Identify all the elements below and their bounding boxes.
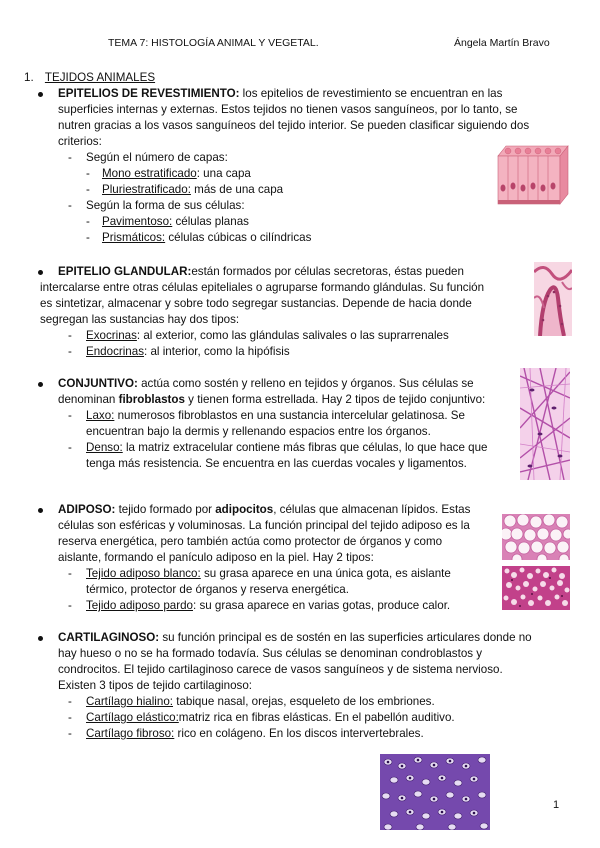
glandular-line1 xyxy=(58,264,464,279)
item-pavimentoso xyxy=(102,214,249,229)
item-exocrinas xyxy=(86,328,449,343)
section-heading xyxy=(24,70,155,85)
epitelio-rev-line4: criterios: xyxy=(58,135,102,148)
cartilaginoso-title: CARTILAGINOSO: xyxy=(58,631,160,644)
desc-denso: la matriz extracelular contiene más fibras que células, lo que hace que xyxy=(122,441,488,454)
desc-pav: células planas xyxy=(172,215,249,228)
adiposo-line1 xyxy=(58,502,470,517)
conjuntivo-text: denominan xyxy=(58,393,119,406)
item-denso xyxy=(86,440,488,455)
dash-icon: - xyxy=(68,727,72,740)
desc-pris: células cúbicas o cilíndricas xyxy=(165,231,312,244)
brown-adipose-micrograph-image xyxy=(502,566,570,610)
conjuntivo-line2 xyxy=(58,392,485,407)
cartilage-micrograph-image xyxy=(380,754,490,830)
glandular-line4: segregan las sustancias hay dos tipos: xyxy=(40,313,240,326)
glandular-line2: intercalarse entre otras células epiteliales o agruparse formando glándulas. Su función xyxy=(40,281,485,294)
desc-mono: : una capa xyxy=(196,167,251,180)
term-pardo: Tejido adiposo pardo xyxy=(86,599,193,612)
section-title: TEJIDOS ANIMALES xyxy=(44,71,156,84)
dash-icon: - xyxy=(68,199,72,212)
dash-icon: - xyxy=(68,329,72,342)
cartilaginoso-text: su función principal es de sostén en las superficies articulares donde no xyxy=(159,631,532,644)
dash-icon: - xyxy=(68,441,72,454)
laxo-line2: encuentran bajo la dermis y rellenando espacios entre los órganos. xyxy=(86,425,431,438)
desc-elastico: matriz rica en fibras elásticas. En el pabellón auditivo. xyxy=(178,711,455,724)
conjuntivo-title: CONJUNTIVO: xyxy=(58,377,138,390)
desc-pluri: más de una capa xyxy=(190,183,284,196)
desc-laxo: numerosos fibroblastos en una sustancia intercelular gelatinosa. Se xyxy=(114,409,465,422)
term-fibroso: Cartílago fibroso: xyxy=(86,727,175,740)
glandular-text: están formados por células secretoras, éstas pueden xyxy=(191,265,464,278)
item-pluri xyxy=(102,182,283,197)
adiposo-text: , células que almacenan lípidos. Estas xyxy=(273,503,471,516)
term-denso: Denso: xyxy=(86,441,123,454)
dash-icon: - xyxy=(68,711,72,724)
term-mono: Mono estratificado xyxy=(102,167,197,180)
dash-icon: - xyxy=(68,409,72,422)
criterio-forma: Según la forma de sus células: xyxy=(86,199,245,212)
item-prismaticos xyxy=(102,230,311,245)
epitelio-rev-line3: nutren gracias a los vasos sanguíneos del tejido interior. Se pueden clasificar siguiendo dos xyxy=(58,119,530,132)
conjuntivo-line1 xyxy=(58,376,474,391)
bullet-icon xyxy=(38,636,43,641)
bullet-icon xyxy=(38,270,43,275)
bullet-icon xyxy=(38,92,43,97)
desc-hialino: tabique nasal, orejas, esqueleto de los embriones. xyxy=(173,695,435,708)
cartilaginoso-line4: Existen 3 tipos de tejido cartilaginoso: xyxy=(58,679,252,692)
item-adiposo-pardo xyxy=(86,598,450,613)
term-pris: Prismáticos: xyxy=(102,231,166,244)
dash-icon: - xyxy=(86,167,90,180)
dash-icon: - xyxy=(68,695,72,708)
adiposo-line2: células son esféricas y voluminosas. La función principal del tejido adiposo es la xyxy=(58,519,470,532)
item-endocrinas xyxy=(86,344,290,359)
conjuntivo-text: actúa como sostén y relleno en tejidos y órganos. Sus células se xyxy=(137,377,474,390)
term-pav: Pavimentoso: xyxy=(102,215,173,228)
bullet-icon xyxy=(38,508,43,513)
term-adipocitos: adipocitos xyxy=(215,503,274,516)
adiposo-text: tejido formado por xyxy=(115,503,216,516)
glandular-micrograph-image xyxy=(534,262,572,336)
dash-icon: - xyxy=(68,151,72,164)
cartilaginoso-line3: condrocitos. El tejido cartilaginoso carece de vasos sanguíneos y de sistema nervioso. xyxy=(58,663,503,676)
term-endo: Endocrinas xyxy=(86,345,145,358)
desc-endo: : al interior, como la hipófisis xyxy=(144,345,290,358)
item-laxo xyxy=(86,408,465,423)
epitelio-rev-text: los epitelios de revestimiento se encuentran en las xyxy=(239,87,503,100)
white-adipose-micrograph-image xyxy=(502,514,570,560)
cartilaginoso-line1 xyxy=(58,630,532,645)
cartilaginoso-line2: hay hueso o no se ha formado todavía. Sus células se denominan condroblastos y xyxy=(58,647,483,660)
glandular-line3: es sintetizar, almacenar y sobre todo segregar sustancias. Depende de hacia donde xyxy=(40,297,472,310)
bullet-icon xyxy=(38,382,43,387)
term-pluri: Pluriestratificado: xyxy=(102,183,191,196)
adiposo-line4: aislante, formando el panículo adiposo en la piel. Hay 2 tipos: xyxy=(58,551,374,564)
desc-exo: : al exterior, como las glándulas salivales o las suprarrenales xyxy=(136,329,449,342)
term-laxo: Laxo: xyxy=(86,409,115,422)
item-hialino xyxy=(86,694,435,709)
denso-line2: tenga más resistencia. Se encuentra en las cuerdas vocales y ligamentos. xyxy=(86,457,467,470)
epithelium-block-image xyxy=(494,142,572,208)
epitelio-rev-title: EPITELIOS DE REVESTIMIENTO: xyxy=(58,87,240,100)
dash-icon: - xyxy=(68,567,72,580)
page-number: 1 xyxy=(553,799,560,811)
epitelio-rev-line1 xyxy=(58,86,502,101)
dash-icon: - xyxy=(68,599,72,612)
dash-icon: - xyxy=(86,231,90,244)
term-elastico: Cartílago elástico: xyxy=(86,711,179,724)
dash-icon: - xyxy=(68,345,72,358)
dash-icon: - xyxy=(86,183,90,196)
section-number: 1. xyxy=(24,71,34,84)
term-hialino: Cartílago hialino: xyxy=(86,695,174,708)
term-fibroblastos: fibroblastos xyxy=(118,393,185,406)
criterio-capas: Según el número de capas: xyxy=(86,151,228,164)
dash-icon: - xyxy=(86,215,90,228)
item-elastico xyxy=(86,710,455,725)
author-name: Ángela Martín Bravo xyxy=(454,37,550,49)
item-adiposo-blanco xyxy=(86,566,451,581)
adiposo-line3: reserva energética, pero también actúa como protector de órganos y como xyxy=(58,535,443,548)
item-mono xyxy=(102,166,251,181)
conjuntivo-text: y tienen forma estrellada. Hay 2 tipos de tejido conjuntivo: xyxy=(184,393,486,406)
epitelio-rev-line2: superficies internas y externas. Estos tejidos no tienen vasos sanguíneos, por lo tanto, se xyxy=(58,103,518,116)
adiposo-title: ADIPOSO: xyxy=(58,503,116,516)
blanco-line2: térmico, protector de órganos y reserva energética. xyxy=(86,583,349,596)
desc-pardo: : su grasa aparece en varias gotas, produce calor. xyxy=(193,599,451,612)
glandular-title: EPITELIO GLANDULAR: xyxy=(58,265,192,278)
item-fibroso xyxy=(86,726,424,741)
desc-blanco: su grasa aparece en una única gota, es aislante xyxy=(200,567,451,580)
desc-fibroso: rico en colágeno. En los discos intervertebrales. xyxy=(174,727,424,740)
document-title: TEMA 7: HISTOLOGÍA ANIMAL Y VEGETAL. xyxy=(108,37,319,49)
connective-micrograph-image xyxy=(520,368,570,480)
term-exo: Exocrinas xyxy=(86,329,137,342)
term-blanco: Tejido adiposo blanco: xyxy=(86,567,201,580)
